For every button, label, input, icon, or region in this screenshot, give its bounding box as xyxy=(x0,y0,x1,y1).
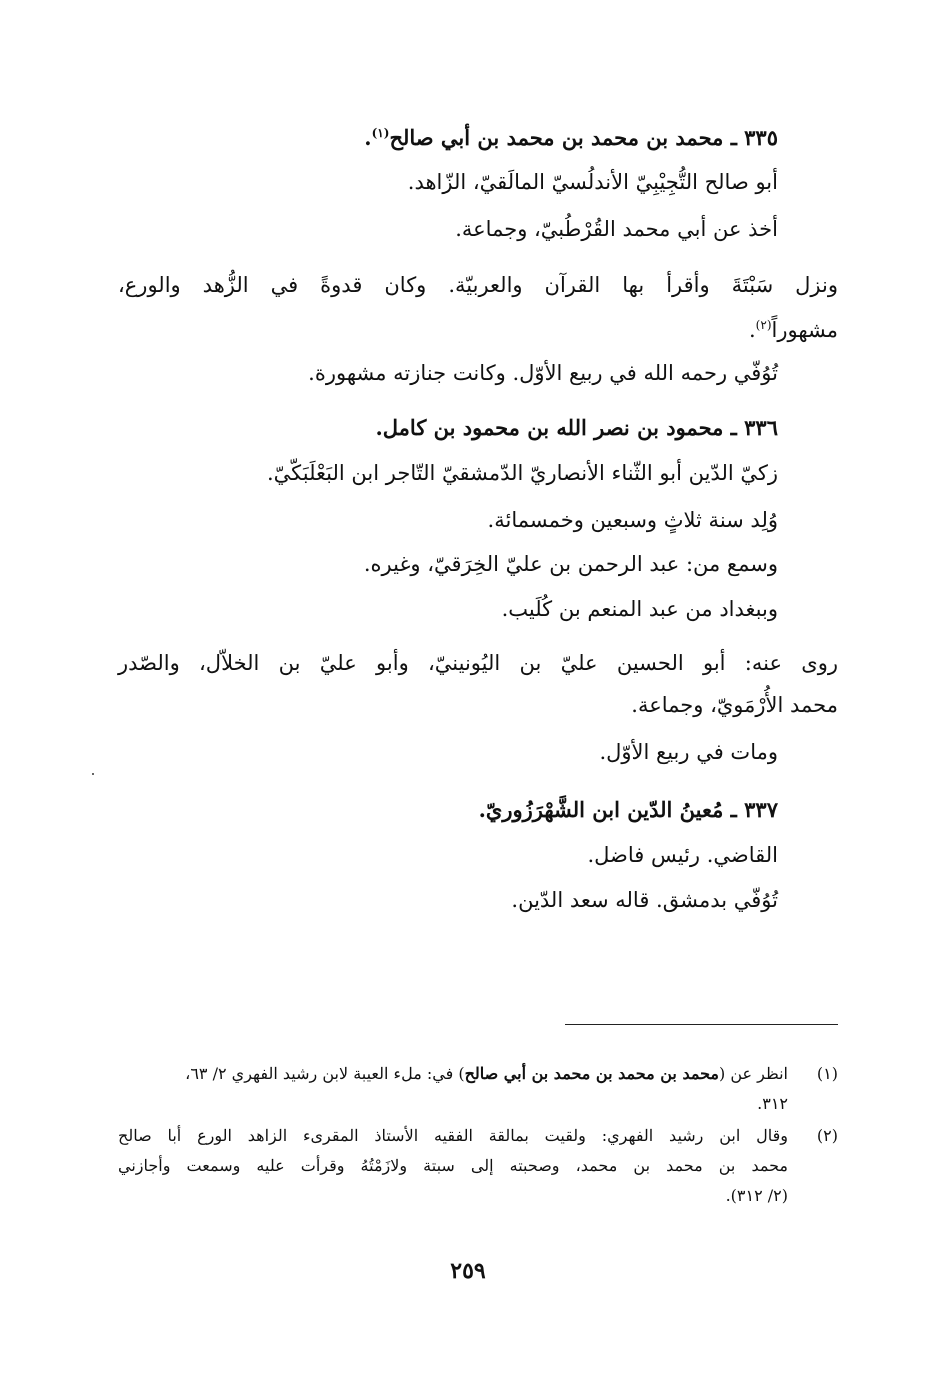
entry-336-line-cont: محمد الأُرْمَويّ، وجماعة. xyxy=(631,693,838,717)
entry-336-line: وسمع من: عبد الرحمن بن عليّ الخِرَقيّ، وغيره. xyxy=(363,552,778,576)
entry-337-line: تُوُفّي بدمشق. قاله سعد الدّين. xyxy=(511,888,778,912)
footnote-1-line xyxy=(118,1060,788,1088)
entry-336-line: زكيّ الدّين أبو الثّناء الأنصاريّ الدّمشقيّ التّاجر ابن البَعْلَبَكّيّ. xyxy=(266,461,778,485)
footnote-1-line: ٣١٢. xyxy=(757,1094,788,1113)
entry-336-line: وُلِد سنة ثلاثٍ وسبعين وخمسمائة. xyxy=(487,508,778,532)
entry-335-line: ونزل سَبْتَةَ وأقرأ بها القرآن والعربيّة. وكان قدوةً في الزُّهد والورع، xyxy=(118,273,839,297)
footnote-ref-1[interactable]: (١) xyxy=(371,126,390,140)
footnote-1-pre: انظر عن ( xyxy=(719,1064,788,1083)
footnote-2-line: (٢/ ٣١٢). xyxy=(725,1186,788,1205)
footnote-ref-2[interactable]: (٢) xyxy=(755,318,772,332)
footnote-2-line: وقال ابن رشيد الفهري: ولقيت بمالقة الفقيه الأستاذ المقرىء الزاهد الورع أبا صالح xyxy=(118,1126,788,1145)
entry-335-line: أبو صالح التُّجِيْبِيّ الأندلُسيّ المالَقيّ، الزّاهد. xyxy=(407,170,778,194)
entry-335-heading xyxy=(364,118,778,153)
footnote-2-number: (٢) xyxy=(816,1126,838,1145)
page-number: ٢٥٩ xyxy=(450,1258,486,1284)
entry-335-heading-end: . xyxy=(364,125,372,150)
entry-336-line: روى عنه: أبو الحسين عليّ بن اليُونينيّ، وأبو عليّ بن الخلاّل، والصّدر xyxy=(118,651,838,675)
entry-336-line: ومات في ربيع الأوّل. xyxy=(599,740,778,764)
footnote-1-post: ) في: ملء العيبة لابن رشيد الفهري ٢/ ٦٣، xyxy=(185,1064,465,1083)
page-speck xyxy=(92,773,94,775)
entry-336-heading: ٣٣٦ ـ محمود بن نصر الله بن محمود بن كامل. xyxy=(375,415,778,440)
entry-335-heading-text: ٣٣٥ ـ محمد بن محمد بن محمد بن أبي صالح xyxy=(389,125,778,150)
entry-335-line-cont-text: مشهوراً xyxy=(771,318,838,342)
footnote-separator xyxy=(565,1024,838,1025)
entry-335-line: تُوُفّي رحمه الله في ربيع الأوّل. وكانت جنازته مشهورة. xyxy=(308,361,778,385)
footnote-1-number: (١) xyxy=(816,1064,838,1083)
footnote-1-bold-name: محمد بن محمد بن محمد بن أبي صالح xyxy=(464,1064,719,1083)
entry-337-heading: ٣٣٧ ـ مُعينُ الدّين ابن الشَّهْرَزُوريّ. xyxy=(478,797,778,822)
entry-336-line: وببغداد من عبد المنعم بن كُلَيب. xyxy=(501,597,778,621)
entry-335-line: أخذ عن أبي محمد القُرْطُبيّ، وجماعة. xyxy=(455,217,778,241)
entry-335-line-cont xyxy=(749,310,838,345)
entry-337-line: القاضي. رئيس فاضل. xyxy=(587,843,778,867)
entry-335-line-cont-end: . xyxy=(748,318,756,342)
footnote-2-line: محمد بن محمد بن محمد، وصحبته إلى سبتة ولازَمْتُهُ وقرأت عليه وسمعت وأجازني xyxy=(118,1156,788,1175)
